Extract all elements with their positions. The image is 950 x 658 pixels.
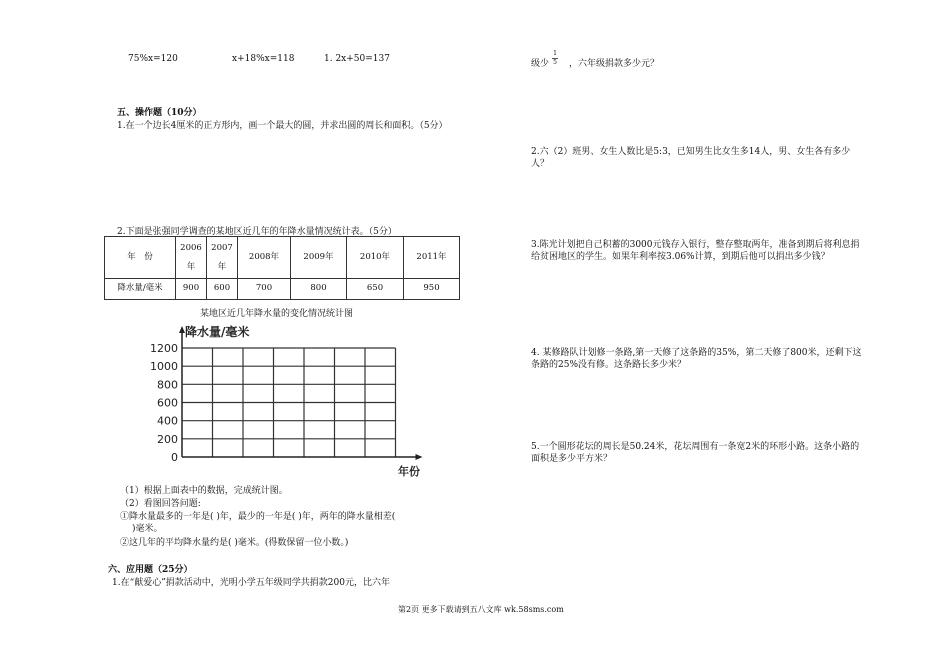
table-year-cell: 2010年 bbox=[347, 237, 404, 279]
section5-title: 五、操作题（10分） bbox=[117, 108, 202, 118]
fraction-denominator: 5 bbox=[553, 59, 557, 66]
table-value-cell: 900 bbox=[176, 279, 207, 300]
chart-title: 某地区近几年降水量的变化情况统计图 bbox=[200, 309, 354, 319]
chart-question-2b: ②这几年的平均降水量约是( )毫米。(得数保留一位小数。) bbox=[120, 538, 349, 548]
x-axis-arrow bbox=[416, 454, 423, 460]
y-tick-label: 800 bbox=[157, 378, 178, 392]
right-question-3: 3.陈光计划把自己积蓄的3000元钱存入银行，整存整取两年，准备到期后将利息捐给贫困地区的学生。如果年利率按3.06%计算，到期后他可以捐出多少钱？ bbox=[531, 240, 860, 263]
right-question-2: 2.六（2）班男、女生人数比是5:3，已知男生比女生多14人，男、女生各有多少人？ bbox=[531, 147, 851, 170]
section6-title: 六、应用题（25分） bbox=[108, 565, 193, 575]
fraction-one-fifth bbox=[552, 51, 558, 66]
table-year-cell: 2008年 bbox=[238, 237, 291, 279]
table-value-cell: 700 bbox=[238, 279, 291, 300]
equation-1: 75%x=120 bbox=[128, 54, 178, 64]
chart-question-2: （2）看图回答问题: bbox=[120, 499, 201, 509]
section6-question-1: 1.在“献爱心”捐款活动中，光明小学五年级同学共捐款200元，比六年 bbox=[112, 578, 390, 588]
y-tick-label: 1200 bbox=[150, 342, 178, 355]
right-question-5: 5.一个圆形花坛的周长是50.24米，花坛周围有一条宽2米的环形小路。这条小路的面积是多少平方米？ bbox=[531, 442, 860, 465]
chart-y-axis-label: 降水量/毫米 bbox=[185, 325, 250, 339]
chart-question-2a-continued: )毫米。 bbox=[132, 524, 163, 534]
right-question-4: 4. 某修路队计划修一条路,第一天修了这条路的35%，第二天修了800米，还剩下这条路的25%没有修。这条路长多少米？ bbox=[531, 348, 862, 371]
rainfall-table bbox=[104, 236, 460, 300]
equation-3: 1. 2x+50=137 bbox=[324, 54, 390, 64]
table-header-label: 年 份 bbox=[105, 237, 176, 279]
page-footer: 第2页 更多下载请到五八文库 wk.58sms.com bbox=[398, 605, 564, 614]
chart-grid bbox=[182, 348, 396, 457]
table-value-cell: 600 bbox=[207, 279, 238, 300]
fraction-numerator: 1 bbox=[553, 50, 557, 57]
table-row-label: 降水量/毫米 bbox=[105, 279, 176, 300]
y-tick-label: 0 bbox=[171, 451, 178, 464]
chart-tick-labels bbox=[150, 342, 178, 464]
chart-question-1: （1）根据上面表中的数据，完成统计图。 bbox=[120, 486, 288, 496]
table-year-cell: 2011年 bbox=[404, 237, 460, 279]
right-q1-text-b: ，六年级捐款多少元？ bbox=[569, 59, 660, 69]
right-q1-text-a: 级少 bbox=[531, 59, 550, 69]
section5-question-1: 1.在一个边长4厘米的正方形内，画一个最大的圆，并求出圆的周长和面积。（5分） bbox=[117, 121, 448, 131]
y-tick-label: 600 bbox=[157, 396, 178, 410]
table-value-cell: 650 bbox=[347, 279, 404, 300]
y-tick-label: 400 bbox=[157, 414, 178, 428]
section5-question-2: 2.下面是张强同学调查的某地区近几年的年降水量情况统计表。（5分） bbox=[117, 227, 397, 237]
right-q1-continued bbox=[531, 58, 659, 70]
chart-question-2a: ①降水量最多的一年是( )年，最少的一年是( )年，两年的降水量相差( bbox=[120, 512, 396, 522]
table-year-cell: 2009年 bbox=[291, 237, 347, 279]
equation-2: x+18%x=118 bbox=[232, 54, 295, 64]
rainfall-chart bbox=[140, 322, 440, 482]
table-value-cell: 800 bbox=[291, 279, 347, 300]
chart-x-axis-label: 年份 bbox=[398, 465, 420, 478]
table-year-cell: 2006年 bbox=[176, 237, 207, 279]
table-year-cell: 2007年 bbox=[207, 237, 238, 279]
table-value-cell: 950 bbox=[404, 279, 460, 300]
y-tick-label: 200 bbox=[157, 432, 178, 446]
chart-axes bbox=[179, 326, 423, 460]
y-tick-label: 1000 bbox=[150, 360, 178, 374]
